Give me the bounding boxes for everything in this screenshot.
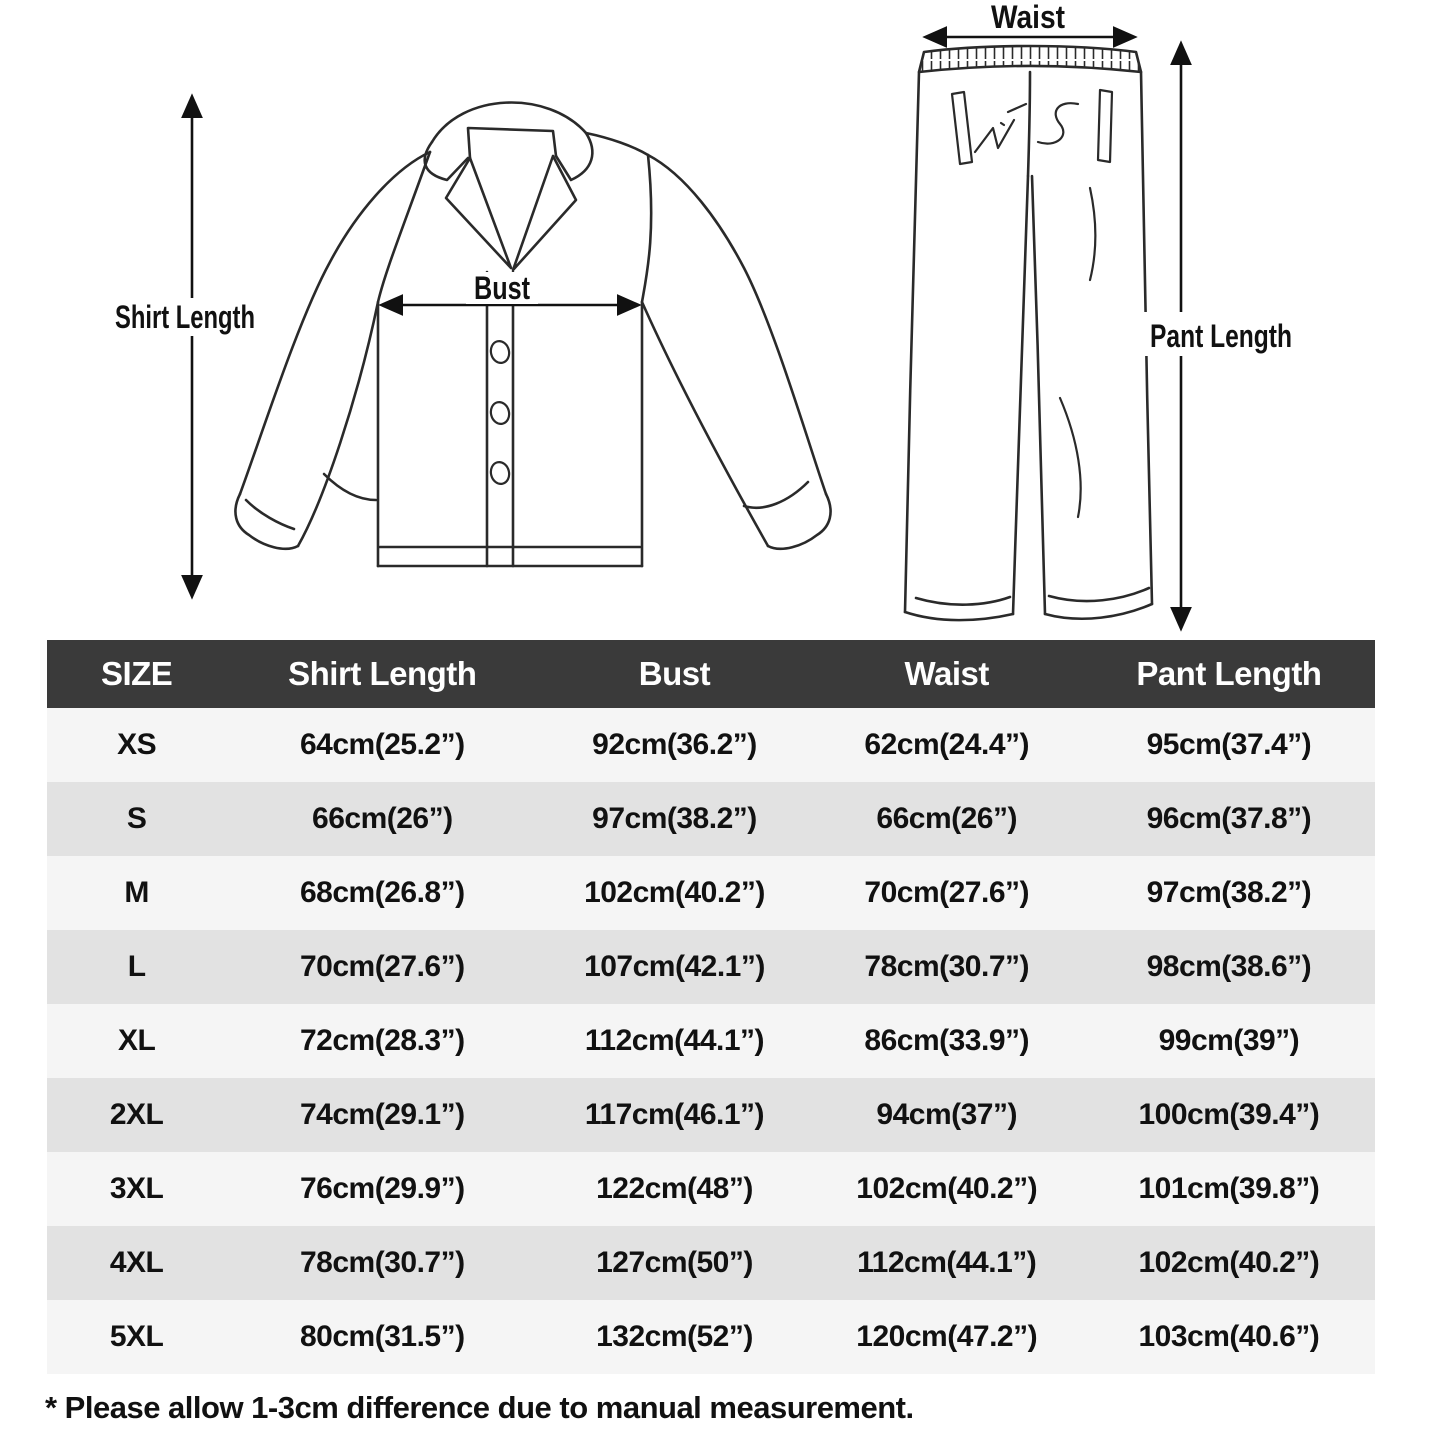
shirt-left-cuff bbox=[235, 494, 298, 549]
cell-bust: 97cm(38.2”) bbox=[592, 802, 757, 835]
shirt-button-2 bbox=[489, 400, 512, 426]
cell-shirt-length: 80cm(31.5”) bbox=[300, 1320, 465, 1353]
cell-size: S bbox=[126, 802, 147, 835]
shirt-button-3 bbox=[489, 460, 512, 486]
cell-shirt-length: 78cm(30.7”) bbox=[300, 1246, 465, 1279]
cell-size: M bbox=[124, 876, 149, 909]
shirt-left-cuff-crease bbox=[246, 500, 294, 529]
pants-right-cuff-crease bbox=[1049, 588, 1149, 601]
measurement-disclaimer: * Please allow 1-3cm difference due to manual measurement. bbox=[45, 1390, 914, 1425]
cell-bust: 127cm(50”) bbox=[596, 1246, 753, 1279]
cell-waist: 78cm(30.7”) bbox=[864, 950, 1029, 983]
pants-right-inner bbox=[1032, 176, 1045, 614]
pants-left-inner bbox=[1013, 176, 1028, 614]
cell-waist: 112cm(44.1”) bbox=[857, 1246, 1037, 1279]
column-header-shirt-length: Shirt Length bbox=[288, 655, 477, 692]
bust-label: Bust bbox=[474, 270, 531, 306]
shirt-collar-box bbox=[468, 128, 556, 158]
pants-left-pocket bbox=[952, 92, 972, 164]
cell-pant-length: 99cm(39”) bbox=[1158, 1024, 1300, 1057]
cell-pant-length: 96cm(37.8”) bbox=[1146, 802, 1312, 835]
pants-scribble-zigzag bbox=[975, 120, 1014, 152]
table-row-xs bbox=[47, 708, 1375, 782]
pants-crease-upper bbox=[1090, 188, 1095, 280]
shirt-drawing bbox=[235, 103, 830, 566]
cell-bust: 102cm(40.2”) bbox=[584, 876, 765, 909]
cell-waist: 62cm(24.4”) bbox=[864, 728, 1029, 761]
pants-center-seam bbox=[1028, 72, 1030, 176]
cell-size: XL bbox=[117, 1024, 156, 1057]
pants-left-cuff-crease bbox=[916, 597, 1010, 605]
shirt-left-lapel bbox=[446, 158, 511, 268]
cell-shirt-length: 66cm(26”) bbox=[312, 802, 453, 835]
cell-bust: 132cm(52”) bbox=[596, 1320, 753, 1353]
cell-pant-length: 98cm(38.6”) bbox=[1146, 950, 1312, 983]
shirt-left-sleeve-inner bbox=[298, 302, 378, 546]
shirt-torso-left bbox=[378, 152, 430, 566]
shirt-left-sleeve-fold bbox=[324, 474, 376, 500]
cell-shirt-length: 64cm(25.2”) bbox=[300, 728, 465, 761]
pants-scribble-curve bbox=[1038, 103, 1078, 143]
shirt-left-sleeve-outer bbox=[240, 152, 430, 494]
table-row-3xl bbox=[47, 1152, 1375, 1226]
pants-left-outer bbox=[905, 72, 919, 612]
cell-size: 3XL bbox=[109, 1172, 164, 1205]
cell-shirt-length: 70cm(27.6”) bbox=[300, 950, 465, 983]
cell-size: 4XL bbox=[109, 1246, 164, 1279]
measurement-arrows bbox=[192, 37, 1181, 628]
shirt-length-label: Shirt Length bbox=[115, 299, 255, 335]
pants-scribble-dash bbox=[1008, 104, 1026, 112]
shirt-right-cuff-crease bbox=[744, 482, 808, 508]
table-row-xl bbox=[47, 1004, 1375, 1078]
column-header-pant-length: Pant Length bbox=[1136, 655, 1322, 692]
shirt-button-1 bbox=[489, 339, 512, 365]
table-header-row bbox=[47, 640, 1375, 708]
cell-waist: 102cm(40.2”) bbox=[856, 1172, 1038, 1205]
cell-shirt-length: 68cm(26.8”) bbox=[300, 876, 465, 909]
cell-bust: 107cm(42.1”) bbox=[584, 950, 765, 983]
shirt-right-sleeve-inner bbox=[642, 302, 768, 546]
cell-bust: 122cm(48”) bbox=[596, 1172, 753, 1205]
cell-shirt-length: 72cm(28.3”) bbox=[300, 1024, 465, 1057]
shirt-right-shoulder bbox=[586, 133, 648, 155]
shirt-collar-outer bbox=[432, 103, 586, 142]
cell-waist: 94cm(37”) bbox=[876, 1098, 1017, 1131]
cell-pant-length: 101cm(39.8”) bbox=[1138, 1172, 1320, 1205]
table-row-m bbox=[47, 856, 1375, 930]
cell-size: L bbox=[127, 950, 146, 983]
pants-right-pocket bbox=[1098, 90, 1112, 162]
cell-shirt-length: 74cm(29.1”) bbox=[300, 1098, 465, 1131]
cell-bust: 117cm(46.1”) bbox=[584, 1098, 765, 1131]
table-row-2xl bbox=[47, 1078, 1375, 1152]
cell-waist: 120cm(47.2”) bbox=[856, 1320, 1038, 1353]
cell-waist: 70cm(27.6”) bbox=[864, 876, 1029, 909]
pants-left-hem bbox=[905, 612, 1013, 620]
shirt-right-sleeve-outer bbox=[648, 155, 826, 494]
pants-scribble-dot bbox=[1001, 123, 1004, 125]
pants-drawing bbox=[905, 46, 1152, 620]
cell-size: XS bbox=[117, 728, 157, 761]
cell-pant-length: 103cm(40.6”) bbox=[1138, 1320, 1320, 1353]
column-header-size: SIZE bbox=[100, 655, 173, 692]
cell-size: 2XL bbox=[109, 1098, 164, 1131]
cell-pant-length: 102cm(40.2”) bbox=[1138, 1246, 1320, 1279]
cell-pant-length: 95cm(37.4”) bbox=[1146, 728, 1312, 761]
shirt-torso-right bbox=[642, 155, 651, 566]
pants-right-hem bbox=[1045, 604, 1152, 619]
column-header-bust: Bust bbox=[638, 655, 711, 692]
table-row-5xl bbox=[47, 1300, 1375, 1374]
size-diagram bbox=[0, 0, 1445, 640]
cell-waist: 86cm(33.9”) bbox=[864, 1024, 1029, 1057]
cell-bust: 92cm(36.2”) bbox=[592, 728, 757, 761]
waist-label: Waist bbox=[991, 0, 1066, 35]
cell-bust: 112cm(44.1”) bbox=[584, 1024, 765, 1057]
cell-size: 5XL bbox=[109, 1320, 164, 1353]
table-row-4xl bbox=[47, 1226, 1375, 1300]
size-table bbox=[47, 640, 1375, 1374]
pant-length-label: Pant Length bbox=[1150, 318, 1292, 354]
pants-waistband bbox=[919, 46, 1141, 72]
table-row-l bbox=[47, 930, 1375, 1004]
table-row-s bbox=[47, 782, 1375, 856]
pants-crease-lower bbox=[1060, 398, 1081, 517]
cell-pant-length: 100cm(39.4”) bbox=[1138, 1098, 1320, 1131]
cell-waist: 66cm(26”) bbox=[876, 802, 1017, 835]
column-header-waist: Waist bbox=[904, 655, 989, 692]
cell-shirt-length: 76cm(29.9”) bbox=[300, 1172, 465, 1205]
cell-pant-length: 97cm(38.2”) bbox=[1146, 876, 1312, 909]
